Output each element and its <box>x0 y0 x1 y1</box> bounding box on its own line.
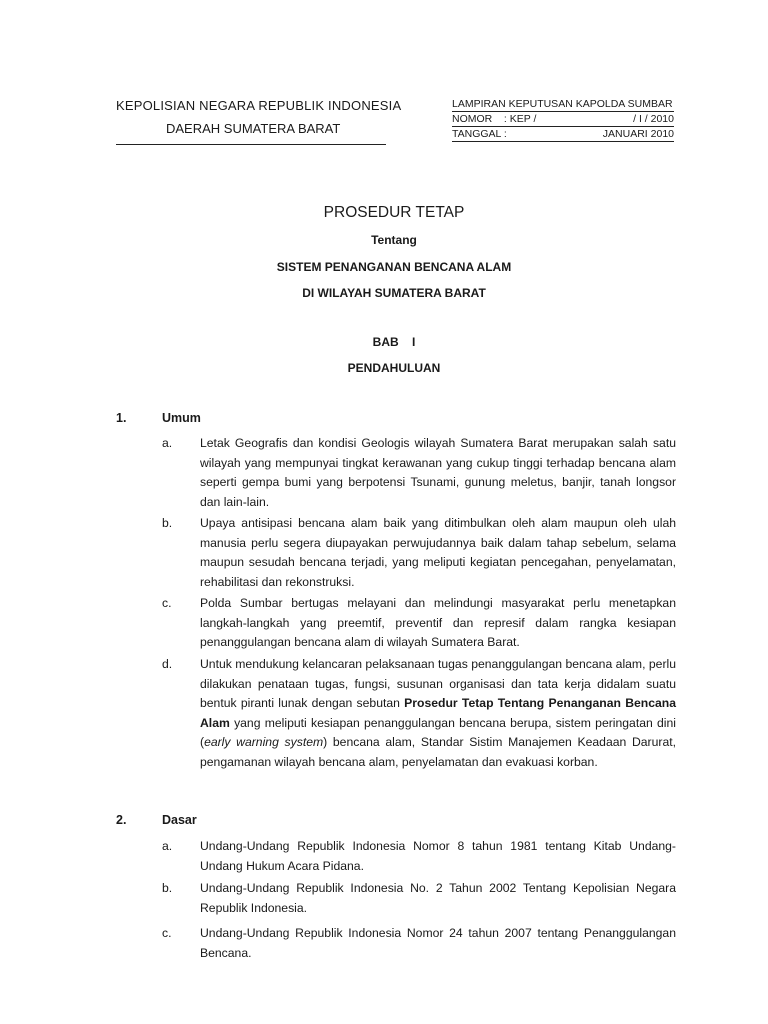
list-item <box>162 655 676 773</box>
list-item-text: Undang-Undang Republik Indonesia Nomor 8 tahun 1981 tentang Kitab Undang-Undang Hukum Acara Pidana. <box>200 839 676 873</box>
reference-number-value: / I / 2010 <box>633 113 674 125</box>
list-marker: c. <box>162 596 172 610</box>
reference-number-label: NOMOR : KEP / <box>452 113 537 125</box>
document-subject-line2: DI WILAYAH SUMATERA BARAT <box>302 286 486 300</box>
list-marker: c. <box>162 926 172 940</box>
text-run: ) bencana alam, Standar Sistim Manajemen Keadaan Darurat, pengamanan wilayah bencana alam, penyelamatan dan evakuasi korban. <box>200 735 676 769</box>
list-item <box>162 514 676 592</box>
reference-date-row <box>452 127 674 142</box>
reference-number-row <box>452 112 674 127</box>
list-marker: d. <box>162 657 173 671</box>
list-item-text: Polda Sumbar bertugas melayani dan melindungi masyarakat perlu menetapkan langkah-langkah yang preemtif, preventif dan represif dalam rangka kesiapan penanggulangan bencana alam di wilayah Sumatera Barat. <box>200 596 676 650</box>
list-item <box>162 924 676 963</box>
issuing-authority <box>116 98 402 145</box>
list-marker: b. <box>162 881 173 895</box>
section-number: 1. <box>116 411 127 425</box>
list-item-text: Upaya antisipasi bencana alam baik yang ditimbulkan oleh alam maupun oleh ulah manusia perlu segera diupayakan perwujudannya baik dalam tahap sebelum, selama maupun sesudah bencana terjadi, yang meliputi kegiatan pencegahan, penyelamatan, rehabilitasi dan rekonstruksi. <box>200 516 676 589</box>
bold-text-run: Prosedur Tetap Tentang Penanganan Bencana Alam <box>200 696 676 730</box>
document-subject-line1: SISTEM PENANGANAN BENCANA ALAM <box>276 260 512 274</box>
section-title: Dasar <box>162 813 197 827</box>
chapter-number: BAB I <box>372 335 416 349</box>
list-item <box>162 837 676 876</box>
list-marker: a. <box>162 839 173 853</box>
list-item <box>162 879 676 918</box>
list-item-text: Letak Geografis dan kondisi Geologis wilayah Sumatera Barat merupakan salah satu wilayah yang mempunyai tingkat kerawanan yang cukup tinggi terhadap bencana alam seperti gempa bumi yang berpotensi Tsunami, gunung meletus, banjir, tanah longsor dan lain-lain. <box>200 436 676 509</box>
list-item-text: Undang-Undang Republik Indonesia No. 2 Tahun 2002 Tentang Kepolisian Negara Republik Indonesia. <box>200 881 676 915</box>
reference-title-row <box>452 97 674 112</box>
reference-title: LAMPIRAN KEPUTUSAN KAPOLDA SUMBAR <box>452 98 673 110</box>
list-item-text: Undang-Undang Republik Indonesia Nomor 24 tahun 2007 tentang Penanggulangan Bencana. <box>200 926 676 960</box>
chapter-title: PENDAHULUAN <box>347 361 441 375</box>
org-name-line1: KEPOLISIAN NEGARA REPUBLIK INDONESIA <box>116 98 402 113</box>
text-run: Untuk mendukung kelancaran pelaksanaan tugas penanggulangan bencana alam, perlu dilakukan penataan tugas, fungsi, susunan organisasi dan tata kerja didalam suatu bentuk piranti lunak dengan sebutan <box>200 657 676 711</box>
text-run: yang meliputi kesiapan penanggulangan bencana berupa, sistem peringatan dini ( <box>200 715 676 750</box>
header-underline <box>116 144 386 145</box>
list-item <box>162 434 676 512</box>
list-marker: a. <box>162 436 173 450</box>
list-marker: b. <box>162 516 173 530</box>
list-item <box>162 594 676 653</box>
italic-text-run: early warning system <box>204 735 324 750</box>
section-number: 2. <box>116 813 127 827</box>
section-title: Umum <box>162 411 201 425</box>
document-title: PROSEDUR TETAP <box>323 204 465 221</box>
attachment-reference <box>452 97 674 142</box>
list-item-text <box>200 655 676 773</box>
reference-date-value: JANUARI 2010 <box>602 128 674 140</box>
org-name-line2: DAERAH SUMATERA BARAT <box>166 121 341 136</box>
document-tentang: Tentang <box>371 233 417 247</box>
reference-date-label: TANGGAL : <box>452 128 507 140</box>
